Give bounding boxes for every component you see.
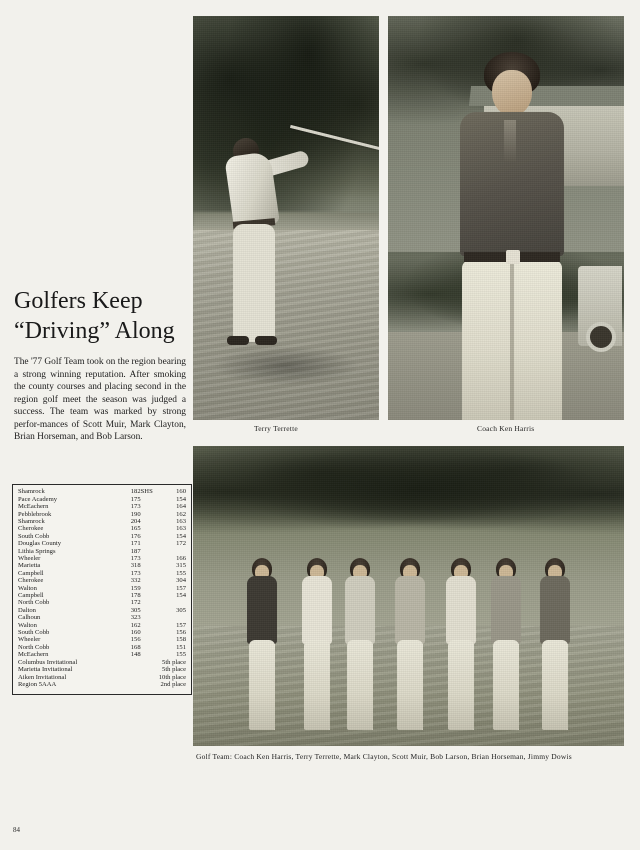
opponent-name: Shamrock [18,488,45,496]
opponent-name: Shamrock [18,517,45,525]
opponent-score: 182 [130,488,141,496]
shs-score: 157 [176,584,186,592]
caption-golf-team: Golf Team: Coach Ken Harris, Terry Terrette, Mark Clayton, Scott Muir, Bob Larson, Brian Horseman, Jimmy Dowis [196,752,572,761]
caption-coach-ken-harris: Coach Ken Harris [477,424,535,433]
meet-name: Aiken Invitational [18,673,67,681]
team-tag [141,570,161,577]
fairway-ground [193,230,379,420]
player-shirt [302,576,332,644]
opponent-name: Cherokee [18,577,44,585]
opponent-name: Walton [18,584,37,592]
team-tag [141,578,161,585]
opponent-name: Cherokee [18,525,44,533]
opponent-name: Campbell [18,569,44,577]
opponent-name: Dalton [18,606,36,614]
opponent-name: Douglas County [18,540,62,548]
opponent-name: Calhoun [18,614,41,622]
opponent-name: Pebblebrook [18,510,52,518]
article-body: The '77 Golf Team took on the region bearing a strong winning reputation. After smoking the county courses and placing second in the region golf meet the season was judged a success. The team was marked by strong perfor-mances of Scott Muir, Mark Clayton, Brian Horseman, and Bob Larson. [14,357,186,442]
opponent-score: 173 [130,569,141,577]
player-shirt [247,576,277,644]
headline-line-2: “Driving” Along [14,318,175,344]
shs-score: 164 [176,503,186,511]
player-shirt [491,576,521,644]
opponent-score: 168 [130,643,141,651]
team-tag [141,526,161,533]
table-row [18,600,186,607]
opponent-score: 156 [130,636,141,644]
golfer-legs [233,224,275,342]
opponent-name: Marietta [18,562,41,570]
opponent-score: 332 [130,577,141,585]
player-shirt [446,576,476,644]
photo-coach-ken-harris [388,16,624,420]
tree-background [193,446,624,542]
team-tag [141,630,161,637]
team-tag [141,504,161,511]
opponent-score: 171 [130,540,141,548]
opponent-name: North Cobb [18,643,50,651]
team-tag [141,533,161,540]
table-row [18,548,186,555]
shs-score: 162 [176,510,186,518]
team-tag [141,637,161,644]
shs-score: 158 [176,636,186,644]
table-row [18,630,186,637]
cart-wheel [586,322,616,352]
team-tag: SHS [140,488,153,496]
opponent-name: Wheeler [18,555,41,562]
opponent-name: South Cobb [18,532,50,540]
opponent-score: 160 [130,629,141,637]
team-tag [141,585,161,592]
player-pants [347,640,373,730]
scoreboard [12,484,192,695]
ground-shadow [212,346,361,386]
team-tag [141,496,161,503]
player-shirt [540,576,570,644]
team-tag [141,563,161,570]
shs-score: 154 [176,532,186,540]
opponent-score: 173 [130,503,141,511]
team-tag [141,608,161,615]
player-shirt [345,576,375,644]
page-number: 84 [13,826,20,834]
golf-cart [578,266,622,346]
player-pants [304,640,330,730]
table-row [18,615,186,622]
team-tag [141,615,161,622]
opponent-name: Walton [18,621,37,629]
team-tag [141,541,161,548]
shs-score: 151 [176,643,186,651]
opponent-name: South Cobb [18,629,50,637]
shs-score: 304 [176,577,186,585]
opponent-score: 190 [130,510,141,518]
headline-line-1: Golfers Keep [14,288,143,314]
team-tag [141,622,161,629]
team-tag [141,652,161,659]
team-tag [141,519,161,526]
shs-score: 154 [176,495,186,503]
opponent-score: 165 [130,525,141,533]
shs-score: 155 [176,651,186,659]
scores-table [18,489,186,689]
table-row [18,608,186,615]
opponent-name: McEachern [18,651,49,659]
table-row [18,578,186,585]
meet-name: Region 5AAA [18,680,57,688]
caption-terry-terrette: Terry Terrette [254,424,298,433]
team-tag [141,600,161,607]
shs-score: 160 [176,488,186,496]
golfer-shoe-right [255,336,277,345]
opponent-score: 204 [130,517,141,525]
table-row [18,519,186,526]
coach-shirt-placket [504,120,516,162]
opponent-score: 305 [130,606,141,614]
opponent-score: 178 [130,592,141,600]
opponent-name: Lithia Springs [18,547,56,555]
opponent-name: North Cobb [18,599,50,607]
tree-background [193,16,379,226]
photo-golf-team [193,446,624,746]
opponent-score: 175 [130,495,141,503]
shs-score: 163 [176,517,186,525]
meet-name: Marietta Invitational [18,666,73,674]
shs-score: 156 [176,629,186,637]
shs-score: 315 [176,562,186,570]
shs-score: 154 [176,592,186,600]
player-pants [542,640,568,730]
team-tag [141,511,161,518]
table-row [18,570,186,577]
photo-terry-terrette [193,16,379,420]
shs-score: 305 [176,606,186,614]
page-title [14,286,194,346]
opponent-score: 148 [130,651,141,659]
player-pants [493,640,519,730]
opponent-score: 187 [130,547,141,555]
meet-result: 2nd place [160,680,186,688]
player-shirt [395,576,425,644]
player-pants [397,640,423,730]
meet-result: 5th place [162,658,186,666]
placement-row [18,682,186,689]
opponent-name: Pace Academy [18,495,57,503]
team-tag [141,593,161,600]
opponent-score: 318 [130,562,141,570]
team-tag [141,556,161,563]
opponent-score: 323 [130,614,141,622]
shs-score: 172 [176,540,186,548]
opponent-name: Campbell [18,592,44,600]
opponent-score: 173 [130,555,141,562]
shs-score: 155 [176,569,186,577]
opponent-name: Wheeler [18,636,41,644]
opponent-score: 159 [130,584,141,592]
coach-face [492,70,532,116]
meet-name: Columbus Invitational [18,658,78,666]
team-tag [141,645,161,652]
shs-score: 157 [176,621,186,629]
player-pants [249,640,275,730]
coach-belt-buckle [506,250,520,264]
shs-score: 163 [176,525,186,533]
player-pants [448,640,474,730]
shs-score: 166 [176,555,186,562]
opponent-name: McEachern [18,503,49,511]
coach-pants [462,260,562,420]
golfer-shoe-left [227,336,249,345]
meet-result: 5th place [162,666,186,674]
table-row [18,556,186,563]
opponent-score: 162 [130,621,141,629]
team-tag [141,548,161,555]
meet-result: 10th place [158,673,186,681]
opponent-score: 172 [130,599,141,607]
opponent-score: 176 [130,532,141,540]
